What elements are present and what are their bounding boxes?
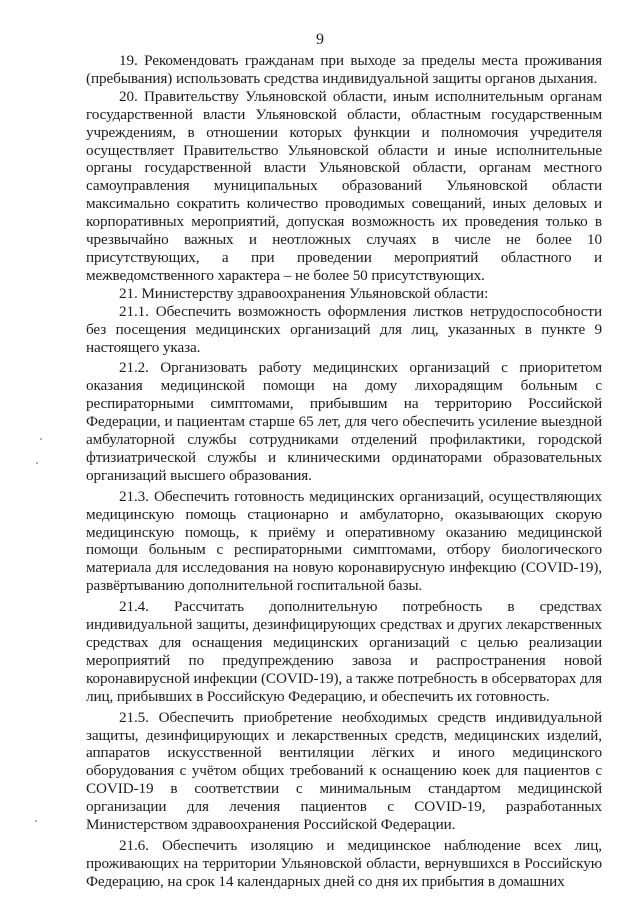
- document-body: [86, 52, 602, 891]
- page-number: 9: [316, 31, 324, 48]
- paragraph-21-1: 21.1. Обеспечить возможность оформления листков нетрудоспособности без посещения медицинских организаций для лиц, указанных в пункте 9 настоящего указа.: [86, 302, 602, 356]
- paragraph-21-6: 21.6. Обеспечить изоляцию и медицинское наблюдение всех лиц, проживающих на территории Ульяновской области, вернувшихся в Российскую Федерацию, на срок 14 календарных дней со дня их прибытия в домашних: [86, 836, 602, 890]
- paragraph-21: 21. Министерству здравоохранения Ульяновской области:: [119, 284, 489, 302]
- paragraph-21-3: 21.3. Обеспечить готовность медицинских организаций, осуществляющих медицинскую помощь стационарно и амбулаторно, оказывающих скорую медицинскую помощь, к приёму и оперативному оказанию медицинской помощи больным с респираторными симптомами, отбору биологического материала для исследования на новую коронавирусную инфекцию (COVID-19), развёртыванию дополнительной госпитальной базы.: [86, 487, 602, 595]
- scan-speck: [36, 462, 38, 464]
- paragraph-20: 20. Правительству Ульяновской области, иным исполнительным органам государственной власти Ульяновской области, областным государственным учреждениям, в отношении которых функции и полномочия учредителя осуществляет Правительство Ульяновской области и иные исполнительные органы государственной власти Ульяновской области, органам местного самоуправления муниципальных образований Ульяновской области максимально сократить количество проводимых совещаний, иных деловых и корпоративных мероприятий, допуская возможность их проведения только в чрезвычайно важных и неотложных случаях в числе не более 10 присутствующих, а при проведении мероприятий областного и межведомственного характера – не более 50 присутствующих.: [86, 87, 602, 284]
- scan-speck: [35, 820, 37, 822]
- paragraph-21-5: 21.5. Обеспечить приобретение необходимых средств индивидуальной защиты, дезинфицирующих и лекарственных средств, медицинских изделий, аппаратов искусственной вентиляции лёгких и иного медицинского оборудования с учётом общих требований к оснащению коек для пациентов с COVID-19 в соответствии с минимальным стандартом медицинской организации для лечения пациентов с COVID-19, разработанных Министерством здравоохранения Российской Федерации.: [86, 708, 602, 834]
- paragraph-21-4: 21.4. Рассчитать дополнительную потребность в средствах индивидуальной защиты, дезинфицирующих средствах и других лекарственных средствах для оснащения медицинских организаций с целью реализации мероприятий по предупреждению завоза и распространения новой коронавирусной инфекции (COVID-19), а также потребность в обсерваторах для лиц, прибывших в Российскую Федерацию, и обеспечить их готовность.: [86, 598, 602, 705]
- paragraph-21-2: 21.2. Организовать работу медицинских организаций с приоритетом оказания медицинской помощи на дому лихорадящим больным с респираторными симптомами, прибывшим на территорию Российской Федерации, и пациентам старше 65 лет, для чего обеспечить усиление выездной амбулаторной службы сотрудниками отделений профилактики, городской фтизиатрической службы и клиническими ординаторами образовательных организаций высшего образования.: [86, 359, 602, 484]
- paragraph-19: 19. Рекомендовать гражданам при выходе за пределы места проживания (пребывания) использовать средства индивидуальной защиты органов дыхания.: [86, 52, 602, 87]
- scan-speck: [40, 438, 42, 440]
